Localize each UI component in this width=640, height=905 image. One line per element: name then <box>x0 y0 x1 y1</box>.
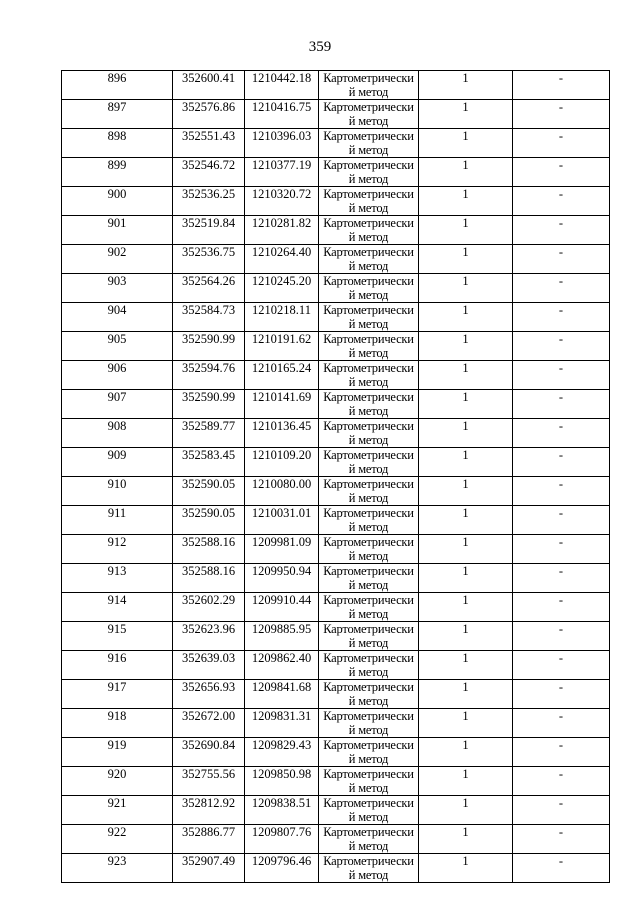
accuracy-cell: 1 <box>419 245 513 274</box>
note-cell: - <box>513 825 610 854</box>
note-cell: - <box>513 303 610 332</box>
note-cell: - <box>513 390 610 419</box>
method-cell <box>319 593 419 622</box>
y-coordinate-cell: 1210416.75 <box>245 100 319 129</box>
x-coordinate-cell: 352623.96 <box>173 622 245 651</box>
table-row <box>62 448 610 477</box>
table-row <box>62 593 610 622</box>
x-coordinate-cell: 352584.73 <box>173 303 245 332</box>
note-cell: - <box>513 709 610 738</box>
note-cell: - <box>513 651 610 680</box>
accuracy-cell: 1 <box>419 477 513 506</box>
table-row <box>62 245 610 274</box>
y-coordinate-cell: 1210141.69 <box>245 390 319 419</box>
note-cell: - <box>513 738 610 767</box>
table-row <box>62 361 610 390</box>
x-coordinate-cell: 352589.77 <box>173 419 245 448</box>
method-text-line: Картометрически <box>323 216 414 230</box>
note-cell: - <box>513 448 610 477</box>
note-cell: - <box>513 245 610 274</box>
point-number-cell: 903 <box>62 274 173 303</box>
x-coordinate-cell: 352600.41 <box>173 71 245 100</box>
table-row <box>62 100 610 129</box>
y-coordinate-cell: 1209829.43 <box>245 738 319 767</box>
method-text-line: Картометрически <box>323 796 414 810</box>
method-text-line: й метод <box>348 288 389 302</box>
method-text-line: Картометрически <box>323 332 414 346</box>
method-cell <box>319 854 419 883</box>
point-number-cell: 920 <box>62 767 173 796</box>
x-coordinate-cell: 352594.76 <box>173 361 245 390</box>
coordinates-table-body <box>62 71 610 883</box>
x-coordinate-cell: 352907.49 <box>173 854 245 883</box>
coordinates-table <box>61 70 610 883</box>
y-coordinate-cell: 1209862.40 <box>245 651 319 680</box>
accuracy-cell: 1 <box>419 100 513 129</box>
table-row <box>62 738 610 767</box>
accuracy-cell: 1 <box>419 622 513 651</box>
point-number-cell: 904 <box>62 303 173 332</box>
x-coordinate-cell: 352690.84 <box>173 738 245 767</box>
method-text-line: й метод <box>348 636 389 650</box>
accuracy-cell: 1 <box>419 303 513 332</box>
method-text-line: Картометрически <box>323 854 414 868</box>
accuracy-cell: 1 <box>419 361 513 390</box>
method-cell <box>319 158 419 187</box>
method-text-line: Картометрически <box>323 71 414 85</box>
table-row <box>62 419 610 448</box>
method-text-line: й метод <box>348 230 389 244</box>
method-text-line: й метод <box>348 491 389 505</box>
x-coordinate-cell: 352546.72 <box>173 158 245 187</box>
page-number: 359 <box>308 39 332 55</box>
method-cell <box>319 622 419 651</box>
note-cell: - <box>513 274 610 303</box>
method-text-line: й метод <box>348 810 389 824</box>
x-coordinate-cell: 352602.29 <box>173 593 245 622</box>
x-coordinate-cell: 352656.93 <box>173 680 245 709</box>
note-cell: - <box>513 535 610 564</box>
note-cell: - <box>513 854 610 883</box>
method-text-line: й метод <box>348 462 389 476</box>
table-row <box>62 767 610 796</box>
point-number-cell: 915 <box>62 622 173 651</box>
method-cell <box>319 245 419 274</box>
note-cell: - <box>513 622 610 651</box>
point-number-cell: 918 <box>62 709 173 738</box>
note-cell: - <box>513 796 610 825</box>
y-coordinate-cell: 1210109.20 <box>245 448 319 477</box>
method-cell <box>319 506 419 535</box>
table-row <box>62 796 610 825</box>
y-coordinate-cell: 1209981.09 <box>245 535 319 564</box>
y-coordinate-cell: 1210245.20 <box>245 274 319 303</box>
method-text-line: Картометрически <box>323 651 414 665</box>
method-text-line: й метод <box>348 375 389 389</box>
accuracy-cell: 1 <box>419 187 513 216</box>
point-number-cell: 906 <box>62 361 173 390</box>
note-cell: - <box>513 477 610 506</box>
y-coordinate-cell: 1210442.18 <box>245 71 319 100</box>
point-number-cell: 901 <box>62 216 173 245</box>
method-text-line: й метод <box>348 520 389 534</box>
method-cell <box>319 216 419 245</box>
y-coordinate-cell: 1210165.24 <box>245 361 319 390</box>
method-cell <box>319 332 419 361</box>
y-coordinate-cell: 1209796.46 <box>245 854 319 883</box>
method-cell <box>319 419 419 448</box>
method-text-line: Картометрически <box>323 622 414 636</box>
point-number-cell: 913 <box>62 564 173 593</box>
y-coordinate-cell: 1210080.00 <box>245 477 319 506</box>
method-cell <box>319 274 419 303</box>
x-coordinate-cell: 352536.25 <box>173 187 245 216</box>
method-text-line: й метод <box>348 143 389 157</box>
accuracy-cell: 1 <box>419 651 513 680</box>
x-coordinate-cell: 352588.16 <box>173 535 245 564</box>
note-cell: - <box>513 593 610 622</box>
accuracy-cell: 1 <box>419 709 513 738</box>
method-text-line: Картометрически <box>323 448 414 462</box>
x-coordinate-cell: 352551.43 <box>173 129 245 158</box>
accuracy-cell: 1 <box>419 71 513 100</box>
point-number-cell: 902 <box>62 245 173 274</box>
y-coordinate-cell: 1209831.31 <box>245 709 319 738</box>
accuracy-cell: 1 <box>419 419 513 448</box>
method-text-line: й метод <box>348 201 389 215</box>
x-coordinate-cell: 352590.99 <box>173 332 245 361</box>
method-text-line: Картометрически <box>323 390 414 404</box>
accuracy-cell: 1 <box>419 274 513 303</box>
accuracy-cell: 1 <box>419 448 513 477</box>
y-coordinate-cell: 1209841.68 <box>245 680 319 709</box>
method-text-line: й метод <box>348 404 389 418</box>
method-cell <box>319 361 419 390</box>
y-coordinate-cell: 1210396.03 <box>245 129 319 158</box>
point-number-cell: 921 <box>62 796 173 825</box>
method-cell <box>319 477 419 506</box>
note-cell: - <box>513 158 610 187</box>
method-text-line: Картометрически <box>323 564 414 578</box>
method-text-line: Картометрически <box>323 187 414 201</box>
accuracy-cell: 1 <box>419 390 513 419</box>
point-number-cell: 922 <box>62 825 173 854</box>
table-row <box>62 477 610 506</box>
table-row <box>62 651 610 680</box>
method-text-line: й метод <box>348 868 389 882</box>
table-row <box>62 303 610 332</box>
method-text-line: Картометрически <box>323 158 414 172</box>
accuracy-cell: 1 <box>419 158 513 187</box>
method-text-line: й метод <box>348 781 389 795</box>
method-text-line: й метод <box>348 114 389 128</box>
method-text-line: й метод <box>348 259 389 273</box>
point-number-cell: 907 <box>62 390 173 419</box>
y-coordinate-cell: 1209838.51 <box>245 796 319 825</box>
x-coordinate-cell: 352755.56 <box>173 767 245 796</box>
method-text-line: Картометрически <box>323 274 414 288</box>
note-cell: - <box>513 71 610 100</box>
point-number-cell: 897 <box>62 100 173 129</box>
method-text-line: Картометрически <box>323 738 414 752</box>
accuracy-cell: 1 <box>419 332 513 361</box>
accuracy-cell: 1 <box>419 506 513 535</box>
point-number-cell: 908 <box>62 419 173 448</box>
table-row <box>62 564 610 593</box>
note-cell: - <box>513 216 610 245</box>
method-text-line: Картометрически <box>323 825 414 839</box>
x-coordinate-cell: 352812.92 <box>173 796 245 825</box>
point-number-cell: 899 <box>62 158 173 187</box>
method-text-line: й метод <box>348 694 389 708</box>
method-text-line: й метод <box>348 549 389 563</box>
method-cell <box>319 738 419 767</box>
method-text-line: й метод <box>348 433 389 447</box>
method-text-line: й метод <box>348 607 389 621</box>
y-coordinate-cell: 1210377.19 <box>245 158 319 187</box>
method-cell <box>319 187 419 216</box>
table-row <box>62 158 610 187</box>
table-row <box>62 390 610 419</box>
table-row <box>62 187 610 216</box>
x-coordinate-cell: 352672.00 <box>173 709 245 738</box>
method-cell <box>319 535 419 564</box>
y-coordinate-cell: 1210218.11 <box>245 303 319 332</box>
accuracy-cell: 1 <box>419 129 513 158</box>
point-number-cell: 898 <box>62 129 173 158</box>
y-coordinate-cell: 1210264.40 <box>245 245 319 274</box>
x-coordinate-cell: 352588.16 <box>173 564 245 593</box>
table-row <box>62 332 610 361</box>
point-number-cell: 896 <box>62 71 173 100</box>
method-text-line: Картометрически <box>323 129 414 143</box>
x-coordinate-cell: 352639.03 <box>173 651 245 680</box>
method-text-line: й метод <box>348 346 389 360</box>
table-row <box>62 709 610 738</box>
method-text-line: Картометрически <box>323 477 414 491</box>
table-row <box>62 622 610 651</box>
method-cell <box>319 303 419 332</box>
method-text-line: Картометрически <box>323 419 414 433</box>
note-cell: - <box>513 361 610 390</box>
method-text-line: Картометрически <box>323 100 414 114</box>
point-number-cell: 909 <box>62 448 173 477</box>
note-cell: - <box>513 680 610 709</box>
accuracy-cell: 1 <box>419 738 513 767</box>
point-number-cell: 916 <box>62 651 173 680</box>
method-text-line: Картометрически <box>323 680 414 694</box>
accuracy-cell: 1 <box>419 535 513 564</box>
method-cell <box>319 680 419 709</box>
table-row <box>62 680 610 709</box>
y-coordinate-cell: 1209807.76 <box>245 825 319 854</box>
point-number-cell: 919 <box>62 738 173 767</box>
x-coordinate-cell: 352590.05 <box>173 506 245 535</box>
method-cell <box>319 390 419 419</box>
accuracy-cell: 1 <box>419 564 513 593</box>
method-cell <box>319 709 419 738</box>
note-cell: - <box>513 564 610 593</box>
accuracy-cell: 1 <box>419 216 513 245</box>
method-cell <box>319 825 419 854</box>
method-cell <box>319 129 419 158</box>
note-cell: - <box>513 332 610 361</box>
point-number-cell: 914 <box>62 593 173 622</box>
table-row <box>62 854 610 883</box>
accuracy-cell: 1 <box>419 767 513 796</box>
note-cell: - <box>513 129 610 158</box>
method-cell <box>319 71 419 100</box>
accuracy-cell: 1 <box>419 796 513 825</box>
y-coordinate-cell: 1210191.62 <box>245 332 319 361</box>
point-number-cell: 911 <box>62 506 173 535</box>
y-coordinate-cell: 1209950.94 <box>245 564 319 593</box>
x-coordinate-cell: 352564.26 <box>173 274 245 303</box>
accuracy-cell: 1 <box>419 854 513 883</box>
table-row <box>62 535 610 564</box>
method-text-line: й метод <box>348 839 389 853</box>
y-coordinate-cell: 1210281.82 <box>245 216 319 245</box>
point-number-cell: 905 <box>62 332 173 361</box>
method-cell <box>319 448 419 477</box>
table-row <box>62 129 610 158</box>
table-row <box>62 506 610 535</box>
method-cell <box>319 100 419 129</box>
table-row <box>62 216 610 245</box>
x-coordinate-cell: 352576.86 <box>173 100 245 129</box>
accuracy-cell: 1 <box>419 593 513 622</box>
x-coordinate-cell: 352886.77 <box>173 825 245 854</box>
point-number-cell: 923 <box>62 854 173 883</box>
point-number-cell: 900 <box>62 187 173 216</box>
method-text-line: Картометрически <box>323 767 414 781</box>
table-row <box>62 274 610 303</box>
x-coordinate-cell: 352590.99 <box>173 390 245 419</box>
note-cell: - <box>513 767 610 796</box>
point-number-cell: 910 <box>62 477 173 506</box>
method-text-line: й метод <box>348 317 389 331</box>
table-row <box>62 825 610 854</box>
method-text-line: й метод <box>348 85 389 99</box>
note-cell: - <box>513 187 610 216</box>
y-coordinate-cell: 1209910.44 <box>245 593 319 622</box>
method-text-line: й метод <box>348 578 389 592</box>
method-text-line: Картометрически <box>323 303 414 317</box>
note-cell: - <box>513 419 610 448</box>
method-text-line: Картометрически <box>323 709 414 723</box>
method-cell <box>319 796 419 825</box>
y-coordinate-cell: 1210031.01 <box>245 506 319 535</box>
method-text-line: Картометрически <box>323 506 414 520</box>
accuracy-cell: 1 <box>419 680 513 709</box>
method-text-line: й метод <box>348 172 389 186</box>
method-text-line: Картометрически <box>323 361 414 375</box>
y-coordinate-cell: 1209850.98 <box>245 767 319 796</box>
accuracy-cell: 1 <box>419 825 513 854</box>
method-text-line: Картометрически <box>323 245 414 259</box>
table-row <box>62 71 610 100</box>
method-text-line: й метод <box>348 752 389 766</box>
method-text-line: й метод <box>348 723 389 737</box>
y-coordinate-cell: 1209885.95 <box>245 622 319 651</box>
x-coordinate-cell: 352536.75 <box>173 245 245 274</box>
method-text-line: й метод <box>348 665 389 679</box>
y-coordinate-cell: 1210320.72 <box>245 187 319 216</box>
y-coordinate-cell: 1210136.45 <box>245 419 319 448</box>
x-coordinate-cell: 352590.05 <box>173 477 245 506</box>
note-cell: - <box>513 506 610 535</box>
point-number-cell: 912 <box>62 535 173 564</box>
note-cell: - <box>513 100 610 129</box>
method-cell <box>319 767 419 796</box>
method-text-line: Картометрически <box>323 593 414 607</box>
method-cell <box>319 651 419 680</box>
method-text-line: Картометрически <box>323 535 414 549</box>
method-cell <box>319 564 419 593</box>
x-coordinate-cell: 352583.45 <box>173 448 245 477</box>
x-coordinate-cell: 352519.84 <box>173 216 245 245</box>
point-number-cell: 917 <box>62 680 173 709</box>
